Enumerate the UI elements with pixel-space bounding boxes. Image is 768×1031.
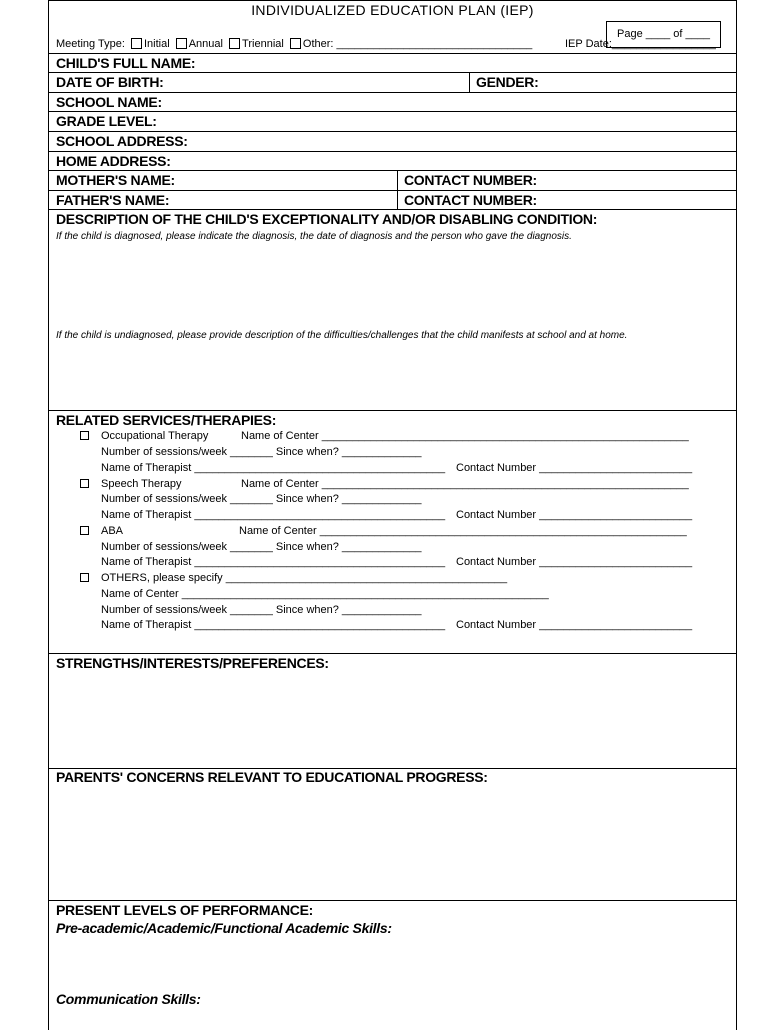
ot-therapist-field[interactable]: Name of Therapist _________________________________________ xyxy=(101,462,446,474)
services-heading: RELATED SERVICES/THERAPIES: xyxy=(56,412,277,428)
concerns-section[interactable] xyxy=(49,769,736,901)
home-address-row[interactable] xyxy=(49,152,736,171)
mothers-name-label: MOTHER'S NAME: xyxy=(56,172,175,188)
gender-label: GENDER: xyxy=(476,74,539,90)
triennial-checkbox[interactable] xyxy=(229,38,240,49)
father-contact-label: CONTACT NUMBER: xyxy=(404,192,537,208)
description-section[interactable] xyxy=(49,210,736,411)
communication-skills-label: Communication Skills: xyxy=(56,991,201,1007)
father-row[interactable] xyxy=(49,191,736,210)
school-name-row[interactable] xyxy=(49,93,736,112)
description-heading: DESCRIPTION OF THE CHILD'S EXCEPTIONALITY AND/OR DISABLING CONDITION: xyxy=(56,211,598,227)
concerns-heading: PARENTS' CONCERNS RELEVANT TO EDUCATIONAL PROGRESS: xyxy=(56,769,488,785)
iep-date-field[interactable]: IEP Date:_________________ xyxy=(565,38,716,50)
form-title: INDIVIDUALIZED EDUCATION PLAN (IEP) xyxy=(251,2,534,18)
services-section xyxy=(49,411,736,654)
aba-therapist-field[interactable]: Name of Therapist _________________________________________ xyxy=(101,556,446,568)
undiagnosed-note: If the child is undiagnosed, please provide description of the difficulties/challenges that the child manifests at school and at home. xyxy=(56,330,628,341)
others-sessions-field[interactable]: Number of sessions/week _______ Since when? _____________ xyxy=(101,604,422,616)
school-address-row[interactable] xyxy=(49,132,736,152)
dob-gender-row[interactable] xyxy=(49,73,736,93)
initial-checkbox[interactable] xyxy=(131,38,142,49)
aba-center-field[interactable]: Name of Center ____________________________________________________________ xyxy=(239,525,687,537)
page-number-box[interactable]: Page ____ of ____ xyxy=(606,21,721,48)
aba-sessions-field[interactable]: Number of sessions/week _______ Since when? _____________ xyxy=(101,541,422,553)
school-address-label: SCHOOL ADDRESS: xyxy=(56,133,188,149)
performance-heading: PRESENT LEVELS OF PERFORMANCE: xyxy=(56,902,314,918)
strengths-section[interactable] xyxy=(49,654,736,769)
grade-level-label: GRADE LEVEL: xyxy=(56,113,157,129)
ot-contact-field[interactable]: Contact Number _________________________ xyxy=(456,462,693,474)
fathers-name-label: FATHER'S NAME: xyxy=(56,192,170,208)
others-contact-field[interactable]: Contact Number _________________________ xyxy=(456,619,693,631)
dob-label: DATE OF BIRTH: xyxy=(56,74,164,90)
mother-row[interactable] xyxy=(49,171,736,191)
home-address-label: HOME ADDRESS: xyxy=(56,153,171,169)
other-checkbox[interactable] xyxy=(290,38,301,49)
triennial-label: Triennial xyxy=(242,38,284,50)
annual-label: Annual xyxy=(188,38,223,50)
speech-center-field[interactable]: Name of Center ____________________________________________________________ xyxy=(241,478,689,490)
aba-contact-field[interactable]: Contact Number _________________________ xyxy=(456,556,693,568)
row-divider xyxy=(397,171,398,190)
row-divider xyxy=(469,73,470,92)
meeting-type-label: Meeting Type: xyxy=(56,38,125,50)
others-specify-field[interactable]: OTHERS, please specify ______________________________________________ xyxy=(101,572,508,584)
others-checkbox[interactable] xyxy=(80,573,89,585)
row-divider xyxy=(397,191,398,209)
others-center-field[interactable]: Name of Center ____________________________________________________________ xyxy=(101,588,549,600)
initial-label: Initial xyxy=(143,38,170,50)
ot-checkbox[interactable] xyxy=(80,431,89,443)
speech-therapist-field[interactable]: Name of Therapist _________________________________________ xyxy=(101,509,446,521)
mother-contact-label: CONTACT NUMBER: xyxy=(404,172,537,188)
other-label[interactable]: Other: ________________________________ xyxy=(302,38,533,50)
performance-section[interactable] xyxy=(49,901,736,1031)
ot-label: Occupational Therapy xyxy=(101,430,209,442)
speech-label: Speech Therapy xyxy=(101,478,182,490)
form-header xyxy=(49,0,736,54)
annual-checkbox[interactable] xyxy=(176,38,187,49)
iep-form xyxy=(48,0,737,1030)
speech-contact-field[interactable]: Contact Number _________________________ xyxy=(456,509,693,521)
ot-center-field[interactable]: Name of Center ____________________________________________________________ xyxy=(241,430,689,442)
others-therapist-field[interactable]: Name of Therapist _________________________________________ xyxy=(101,619,446,631)
meeting-type-line xyxy=(56,38,532,50)
diagnosed-note: If the child is diagnosed, please indicate the diagnosis, the date of diagnosis and the person who gave the diagnosis. xyxy=(56,231,572,242)
aba-checkbox[interactable] xyxy=(80,526,89,538)
strengths-heading: STRENGTHS/INTERESTS/PREFERENCES: xyxy=(56,655,329,671)
speech-checkbox[interactable] xyxy=(80,479,89,491)
speech-sessions-field[interactable]: Number of sessions/week _______ Since when? _____________ xyxy=(101,493,422,505)
childs-name-label: CHILD'S FULL NAME: xyxy=(56,55,196,71)
ot-sessions-field[interactable]: Number of sessions/week _______ Since when? _____________ xyxy=(101,446,422,458)
childs-name-row[interactable] xyxy=(49,54,736,73)
school-name-label: SCHOOL NAME: xyxy=(56,94,162,110)
aba-label: ABA xyxy=(101,525,124,537)
academic-skills-label: Pre-academic/Academic/Functional Academic Skills: xyxy=(56,920,392,936)
grade-level-row[interactable] xyxy=(49,112,736,132)
